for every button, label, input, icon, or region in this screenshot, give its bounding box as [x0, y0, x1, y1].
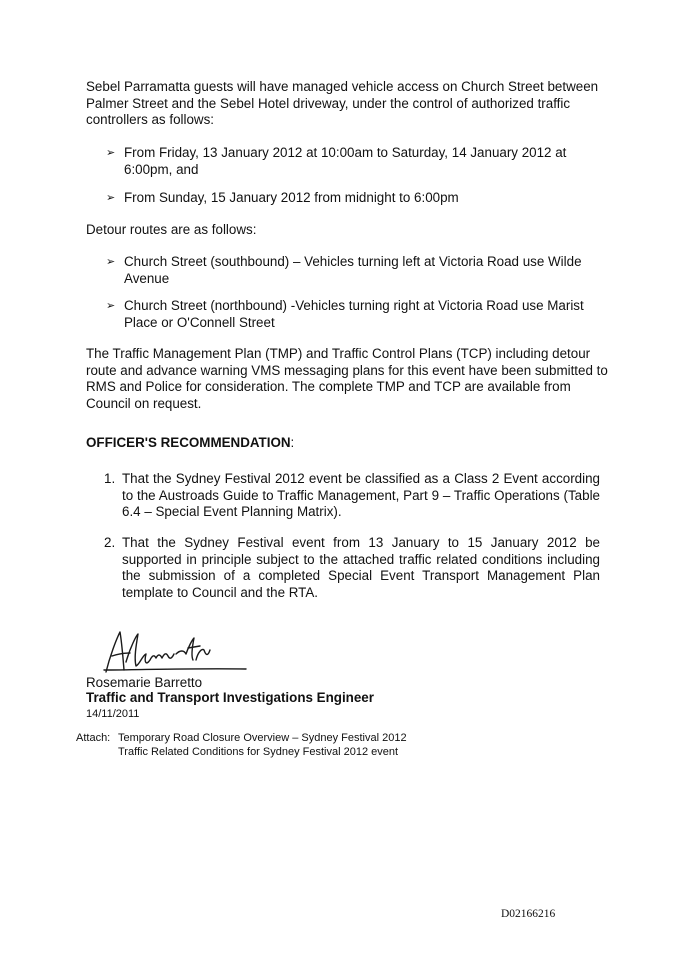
section-heading — [86, 435, 294, 450]
bullet-text: From Sunday, 15 January 2012 from midnight to 6:00pm — [124, 190, 459, 205]
detour-intro: Detour routes are as follows: — [86, 222, 257, 237]
item-text: That the Sydney Festival 2012 event be classified as a Class 2 Event according to the Austroads Guide to Traffic Management, Part 9 – Traffic Operations (Table 6.4 – Special Event Planning Matrix). — [122, 471, 600, 519]
signatory-title: Traffic and Transport Investigations Engineer — [86, 690, 374, 705]
intro-paragraph: Sebel Parramatta guests will have managed vehicle access on Church Street between Palmer Street and the Sebel Hotel driveway, under the control of authorized traffic controllers as follows: — [86, 79, 599, 127]
signature-date: 14/11/2011 — [86, 708, 140, 720]
arrow-bullet-icon: ➢ — [106, 256, 116, 268]
attachment-item: Temporary Road Closure Overview – Sydney Festival 2012 — [118, 732, 407, 744]
bullet-text: From Friday, 13 January 2012 at 10:00am to Saturday, 14 January 2012 at 6:00pm, and — [124, 145, 567, 177]
detour-bullet-1 — [106, 254, 610, 287]
handwritten-signature — [96, 626, 256, 678]
heading-colon: : — [290, 435, 295, 450]
attachment-list — [118, 731, 407, 759]
heading-text: OFFICER'S RECOMMENDATION — [86, 435, 291, 450]
attachments — [76, 731, 407, 759]
access-bullet-1 — [106, 145, 610, 178]
document-reference: D02166216 — [501, 908, 556, 920]
arrow-bullet-icon: ➢ — [106, 147, 116, 159]
access-bullet-2 — [106, 190, 610, 207]
item-number: 1. — [104, 471, 116, 486]
arrow-bullet-icon: ➢ — [106, 300, 116, 312]
bullet-text: Church Street (southbound) – Vehicles turning left at Victoria Road use Wilde Avenue — [124, 254, 582, 286]
item-text: That the Sydney Festival event from 13 January to 15 January 2012 be supported in principle subject to the attached traffic related conditions including the submission of a completed Special Event Transport Management Plan template to Council and the RTA. — [122, 535, 600, 600]
attachment-item: Traffic Related Conditions for Sydney Festival 2012 event — [118, 746, 399, 758]
detour-bullet-2 — [106, 298, 610, 331]
signatory-name: Rosemarie Barretto — [86, 675, 203, 690]
bullet-text: Church Street (northbound) -Vehicles turning right at Victoria Road use Marist Place or O'Connell Street — [124, 298, 584, 330]
arrow-bullet-icon: ➢ — [106, 192, 116, 204]
item-number: 2. — [104, 535, 116, 550]
tmp-paragraph: The Traffic Management Plan (TMP) and Traffic Control Plans (TCP) including detour route and advance warning VMS messaging plans for this event have been submitted to RMS and Police for consideration. The complete TMP and TCP are available from Council on request. — [86, 346, 608, 411]
recommendation-1 — [104, 471, 600, 521]
recommendation-2 — [104, 535, 600, 601]
attach-label: Attach: — [76, 732, 111, 744]
